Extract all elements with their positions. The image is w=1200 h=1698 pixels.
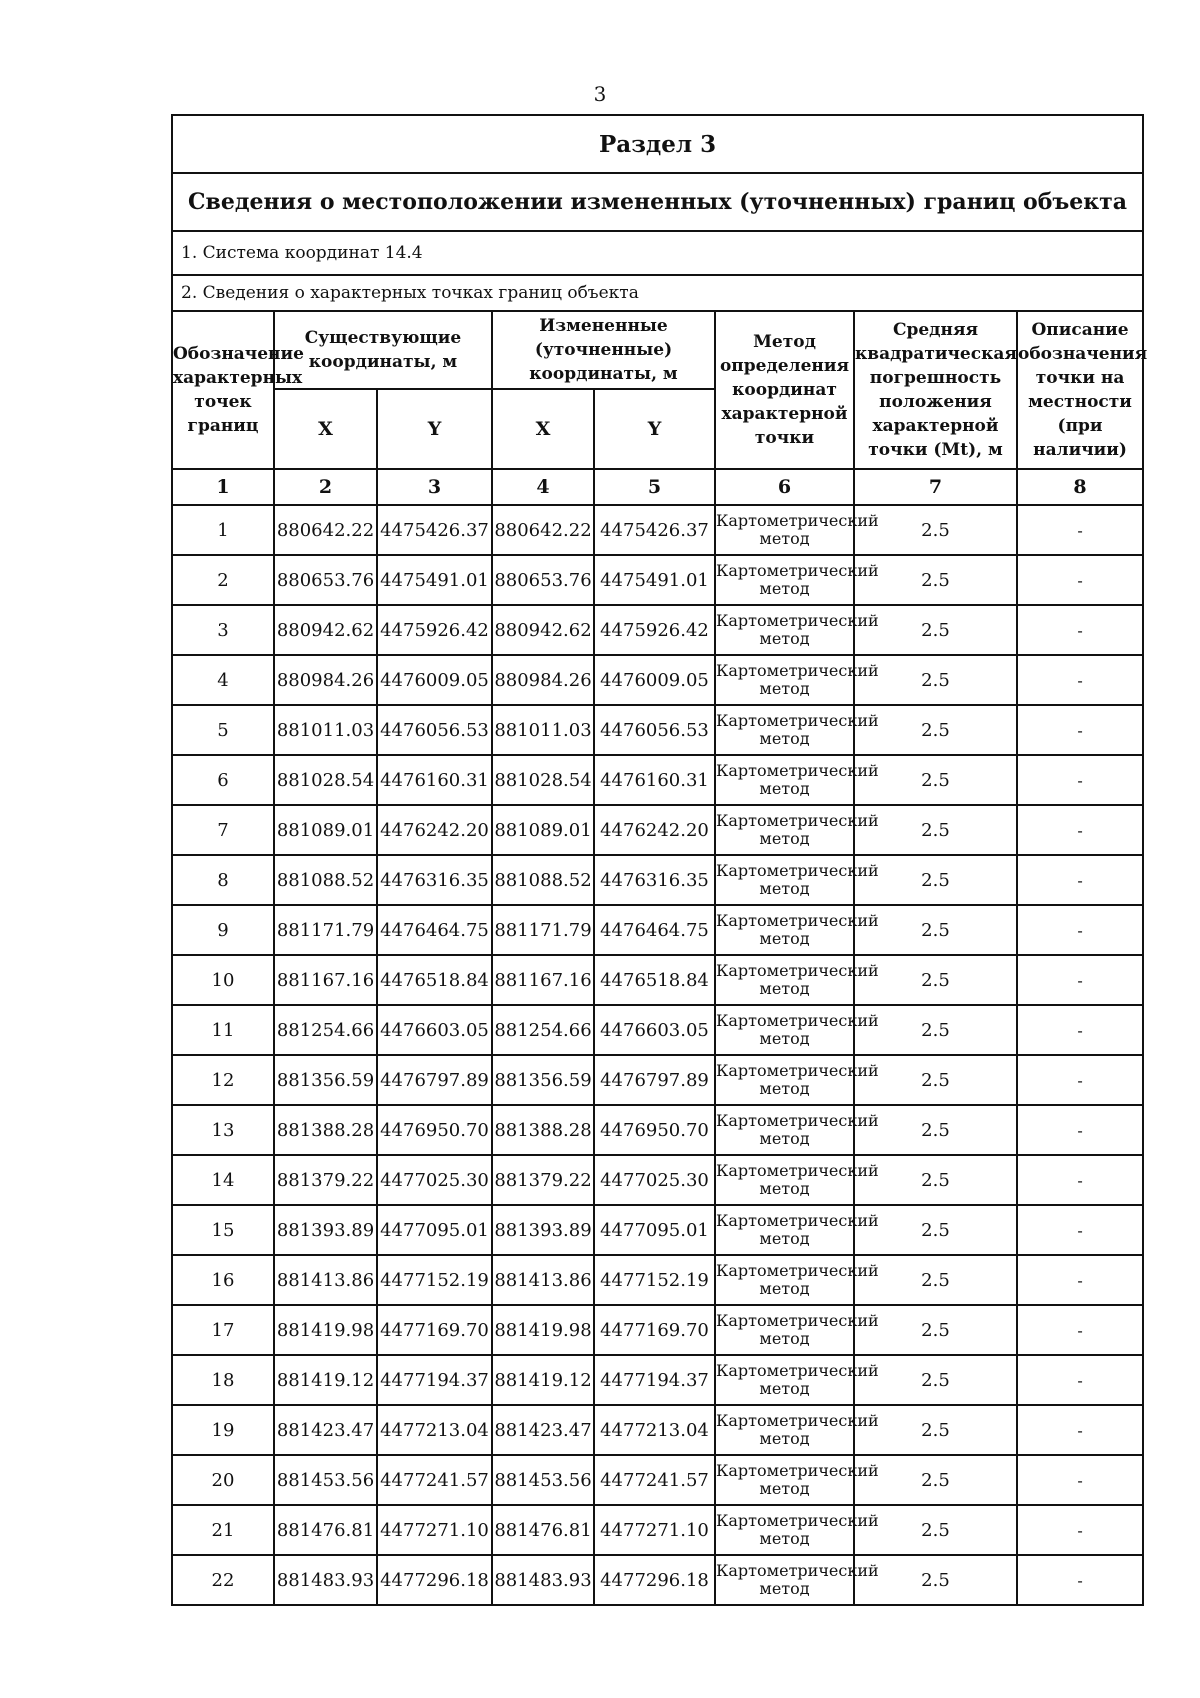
cell-existing-y: 4477194.37 [377,1355,492,1405]
cell-point-number: 20 [172,1455,274,1505]
cell-description: - [1017,1455,1143,1505]
cell-existing-x: 881423.47 [274,1405,377,1455]
cell-method: Картометрический метод [715,1055,854,1105]
table-row [172,855,1143,905]
cell-changed-x: 880642.22 [492,505,594,555]
table-row [172,1205,1143,1255]
cell-existing-x: 881167.16 [274,955,377,1005]
cell-point-number: 13 [172,1105,274,1155]
cell-point-number: 10 [172,955,274,1005]
cell-existing-x: 881453.56 [274,1455,377,1505]
cell-point-number: 8 [172,855,274,905]
table-row [172,705,1143,755]
cell-existing-x: 881254.66 [274,1005,377,1055]
cell-description: - [1017,1555,1143,1605]
cell-point-number: 2 [172,555,274,605]
cell-method: Картометрический метод [715,1305,854,1355]
cell-existing-y: 4476464.75 [377,905,492,955]
cell-changed-y: 4476160.31 [594,755,715,805]
cell-changed-x: 881423.47 [492,1405,594,1455]
cell-changed-y: 4475491.01 [594,555,715,605]
cell-description: - [1017,505,1143,555]
table-row [172,1005,1143,1055]
table-row [172,655,1143,705]
cell-method: Картометрический метод [715,505,854,555]
cell-changed-y: 4476603.05 [594,1005,715,1055]
cell-method: Картометрический метод [715,1355,854,1405]
cell-changed-x: 881028.54 [492,755,594,805]
column-index: 5 [594,469,715,505]
cell-mean-error: 2.5 [854,1505,1017,1555]
cell-mean-error: 2.5 [854,705,1017,755]
cell-description: - [1017,1255,1143,1305]
cell-changed-x: 881089.01 [492,805,594,855]
cell-changed-y: 4476518.84 [594,955,715,1005]
cell-changed-y: 4477152.19 [594,1255,715,1305]
cell-existing-y: 4476056.53 [377,705,492,755]
cell-method: Картометрический метод [715,555,854,605]
cell-description: - [1017,1355,1143,1405]
column-index-row [172,469,1143,505]
cell-existing-y: 4476518.84 [377,955,492,1005]
cell-method: Картометрический метод [715,955,854,1005]
cell-changed-x: 881419.12 [492,1355,594,1405]
cell-point-number: 3 [172,605,274,655]
cell-existing-x: 880642.22 [274,505,377,555]
cell-existing-y: 4476950.70 [377,1105,492,1155]
cell-existing-x: 881419.12 [274,1355,377,1405]
cell-changed-x: 880984.26 [492,655,594,705]
cell-mean-error: 2.5 [854,555,1017,605]
cell-changed-x: 881254.66 [492,1005,594,1055]
header-mean-error: Средняя квадратическая погрешность положения характерной точки (Mt), м [854,311,1017,469]
cell-mean-error: 2.5 [854,805,1017,855]
cell-mean-error: 2.5 [854,955,1017,1005]
table-row [172,605,1143,655]
section-title: Раздел 3 [172,115,1143,173]
cell-mean-error: 2.5 [854,905,1017,955]
cell-changed-y: 4477296.18 [594,1555,715,1605]
cell-mean-error: 2.5 [854,605,1017,655]
cell-changed-x: 881476.81 [492,1505,594,1555]
cell-existing-y: 4476160.31 [377,755,492,805]
cell-method: Картометрический метод [715,1505,854,1555]
cell-point-number: 1 [172,505,274,555]
cell-existing-x: 881413.86 [274,1255,377,1305]
cell-changed-x: 881419.98 [492,1305,594,1355]
cell-mean-error: 2.5 [854,1255,1017,1305]
cell-existing-x: 881028.54 [274,755,377,805]
cell-method: Картометрический метод [715,855,854,905]
cell-point-number: 4 [172,655,274,705]
cell-existing-y: 4476603.05 [377,1005,492,1055]
cell-changed-x: 881356.59 [492,1055,594,1105]
cell-point-number: 19 [172,1405,274,1455]
cell-existing-y: 4477271.10 [377,1505,492,1555]
cell-description: - [1017,1055,1143,1105]
cell-mean-error: 2.5 [854,1455,1017,1505]
table-row [172,1555,1143,1605]
cell-description: - [1017,605,1143,655]
cell-changed-y: 4477025.30 [594,1155,715,1205]
cell-method: Картометрический метод [715,1005,854,1055]
cell-existing-x: 881379.22 [274,1155,377,1205]
table-row [172,755,1143,805]
header-changed-y: Y [594,389,715,469]
header-designation: Обозначение характерных точек границ [172,311,274,469]
cell-description: - [1017,955,1143,1005]
cell-changed-y: 4476464.75 [594,905,715,955]
cell-changed-x: 881393.89 [492,1205,594,1255]
table-row [172,1455,1143,1505]
cell-existing-x: 881419.98 [274,1305,377,1355]
table-row [172,505,1143,555]
cell-existing-y: 4475426.37 [377,505,492,555]
page-number: 3 [593,82,607,106]
cell-changed-y: 4476797.89 [594,1055,715,1105]
cell-description: - [1017,805,1143,855]
cell-changed-x: 881379.22 [492,1155,594,1205]
table-row [172,1505,1143,1555]
cell-existing-y: 4475491.01 [377,555,492,605]
cell-mean-error: 2.5 [854,1555,1017,1605]
cell-changed-x: 881483.93 [492,1555,594,1605]
cell-existing-y: 4475926.42 [377,605,492,655]
cell-mean-error: 2.5 [854,755,1017,805]
header-changed-coordinates: Измененные (уточненные) координаты, м [492,311,715,389]
cell-changed-y: 4476009.05 [594,655,715,705]
cell-description: - [1017,905,1143,955]
cell-changed-x: 881413.86 [492,1255,594,1305]
cell-description: - [1017,1155,1143,1205]
boundary-points-table [171,114,1148,1606]
cell-point-number: 17 [172,1305,274,1355]
cell-existing-x: 881388.28 [274,1105,377,1155]
table-row [172,1105,1143,1155]
header-existing-x: X [274,389,377,469]
cell-mean-error: 2.5 [854,1205,1017,1255]
cell-point-number: 14 [172,1155,274,1205]
cell-description: - [1017,1505,1143,1555]
data-rows [172,505,1143,1605]
cell-changed-y: 4477241.57 [594,1455,715,1505]
coordinate-system: 1. Система координат 14.4 [172,231,1143,275]
cell-changed-y: 4476950.70 [594,1105,715,1155]
cell-changed-y: 4477271.10 [594,1505,715,1555]
cell-description: - [1017,555,1143,605]
cell-mean-error: 2.5 [854,1105,1017,1155]
cell-changed-y: 4475426.37 [594,505,715,555]
section-subtitle: Сведения о местоположении измененных (уточненных) границ объекта [172,173,1143,231]
cell-point-number: 6 [172,755,274,805]
cell-mean-error: 2.5 [854,855,1017,905]
cell-changed-y: 4476316.35 [594,855,715,905]
table-row [172,1255,1143,1305]
cell-method: Картометрический метод [715,1105,854,1155]
cell-changed-y: 4475926.42 [594,605,715,655]
cell-method: Картометрический метод [715,755,854,805]
cell-description: - [1017,655,1143,705]
cell-method: Картометрический метод [715,605,854,655]
cell-point-number: 5 [172,705,274,755]
cell-changed-y: 4477213.04 [594,1405,715,1455]
cell-changed-x: 881088.52 [492,855,594,905]
cell-description: - [1017,1305,1143,1355]
cell-description: - [1017,1405,1143,1455]
cell-point-number: 7 [172,805,274,855]
cell-changed-y: 4477194.37 [594,1355,715,1405]
cell-description: - [1017,1205,1143,1255]
table-row [172,1355,1143,1405]
cell-existing-x: 881393.89 [274,1205,377,1255]
table-row [172,1305,1143,1355]
cell-method: Картометрический метод [715,705,854,755]
table-row [172,1405,1143,1455]
cell-existing-y: 4477213.04 [377,1405,492,1455]
cell-mean-error: 2.5 [854,655,1017,705]
cell-method: Картометрический метод [715,1455,854,1505]
column-index: 1 [172,469,274,505]
cell-existing-y: 4477296.18 [377,1555,492,1605]
cell-point-number: 22 [172,1555,274,1605]
cell-changed-y: 4476242.20 [594,805,715,855]
cell-existing-y: 4476242.20 [377,805,492,855]
column-index: 6 [715,469,854,505]
cell-existing-x: 881171.79 [274,905,377,955]
cell-point-number: 21 [172,1505,274,1555]
column-index: 3 [377,469,492,505]
cell-point-number: 12 [172,1055,274,1105]
cell-point-number: 16 [172,1255,274,1305]
table-row [172,955,1143,1005]
cell-existing-x: 881356.59 [274,1055,377,1105]
cell-method: Картометрический метод [715,1405,854,1455]
cell-mean-error: 2.5 [854,505,1017,555]
cell-changed-x: 881011.03 [492,705,594,755]
cell-changed-x: 881171.79 [492,905,594,955]
cell-description: - [1017,755,1143,805]
cell-existing-y: 4477095.01 [377,1205,492,1255]
cell-changed-y: 4477169.70 [594,1305,715,1355]
cell-description: - [1017,705,1143,755]
cell-point-number: 15 [172,1205,274,1255]
table-row [172,1055,1143,1105]
cell-mean-error: 2.5 [854,1405,1017,1455]
column-index: 4 [492,469,594,505]
boundary-points-title: 2. Сведения о характерных точках границ объекта [172,275,1143,311]
cell-existing-y: 4476009.05 [377,655,492,705]
header-changed-x: X [492,389,594,469]
cell-description: - [1017,1105,1143,1155]
table-row [172,805,1143,855]
cell-mean-error: 2.5 [854,1055,1017,1105]
column-index: 2 [274,469,377,505]
cell-method: Картометрический метод [715,805,854,855]
cell-method: Картометрический метод [715,1255,854,1305]
cell-existing-y: 4477241.57 [377,1455,492,1505]
cell-existing-y: 4476797.89 [377,1055,492,1105]
cell-existing-y: 4476316.35 [377,855,492,905]
cell-method: Картометрический метод [715,1205,854,1255]
header-existing-y: Y [377,389,492,469]
cell-changed-y: 4476056.53 [594,705,715,755]
cell-mean-error: 2.5 [854,1355,1017,1405]
cell-existing-x: 881476.81 [274,1505,377,1555]
cell-existing-y: 4477169.70 [377,1305,492,1355]
cell-existing-y: 4477025.30 [377,1155,492,1205]
cell-changed-x: 881453.56 [492,1455,594,1505]
cell-point-number: 11 [172,1005,274,1055]
table-row [172,1155,1143,1205]
cell-method: Картометрический метод [715,905,854,955]
cell-existing-x: 881088.52 [274,855,377,905]
cell-existing-x: 881011.03 [274,705,377,755]
column-index: 8 [1017,469,1143,505]
cell-changed-x: 880942.62 [492,605,594,655]
cell-existing-x: 880942.62 [274,605,377,655]
cell-description: - [1017,1005,1143,1055]
cell-point-number: 9 [172,905,274,955]
column-index: 7 [854,469,1017,505]
table-row [172,905,1143,955]
cell-changed-x: 881167.16 [492,955,594,1005]
cell-existing-x: 880653.76 [274,555,377,605]
header-method: Метод определения координат характерной точки [715,311,854,469]
cell-changed-x: 881388.28 [492,1105,594,1155]
cell-method: Картометрический метод [715,1155,854,1205]
cell-mean-error: 2.5 [854,1305,1017,1355]
cell-existing-x: 880984.26 [274,655,377,705]
cell-existing-x: 881089.01 [274,805,377,855]
cell-description: - [1017,855,1143,905]
cell-point-number: 18 [172,1355,274,1405]
header-existing-coordinates: Существующие координаты, м [274,311,492,389]
cell-changed-y: 4477095.01 [594,1205,715,1255]
cell-changed-x: 880653.76 [492,555,594,605]
table-row [172,555,1143,605]
cell-existing-x: 881483.93 [274,1555,377,1605]
cell-mean-error: 2.5 [854,1005,1017,1055]
cell-existing-y: 4477152.19 [377,1255,492,1305]
cell-method: Картометрический метод [715,1555,854,1605]
header-description: Описание обозначения точки на местности (при наличии) [1017,311,1143,469]
cell-mean-error: 2.5 [854,1155,1017,1205]
cell-method: Картометрический метод [715,655,854,705]
